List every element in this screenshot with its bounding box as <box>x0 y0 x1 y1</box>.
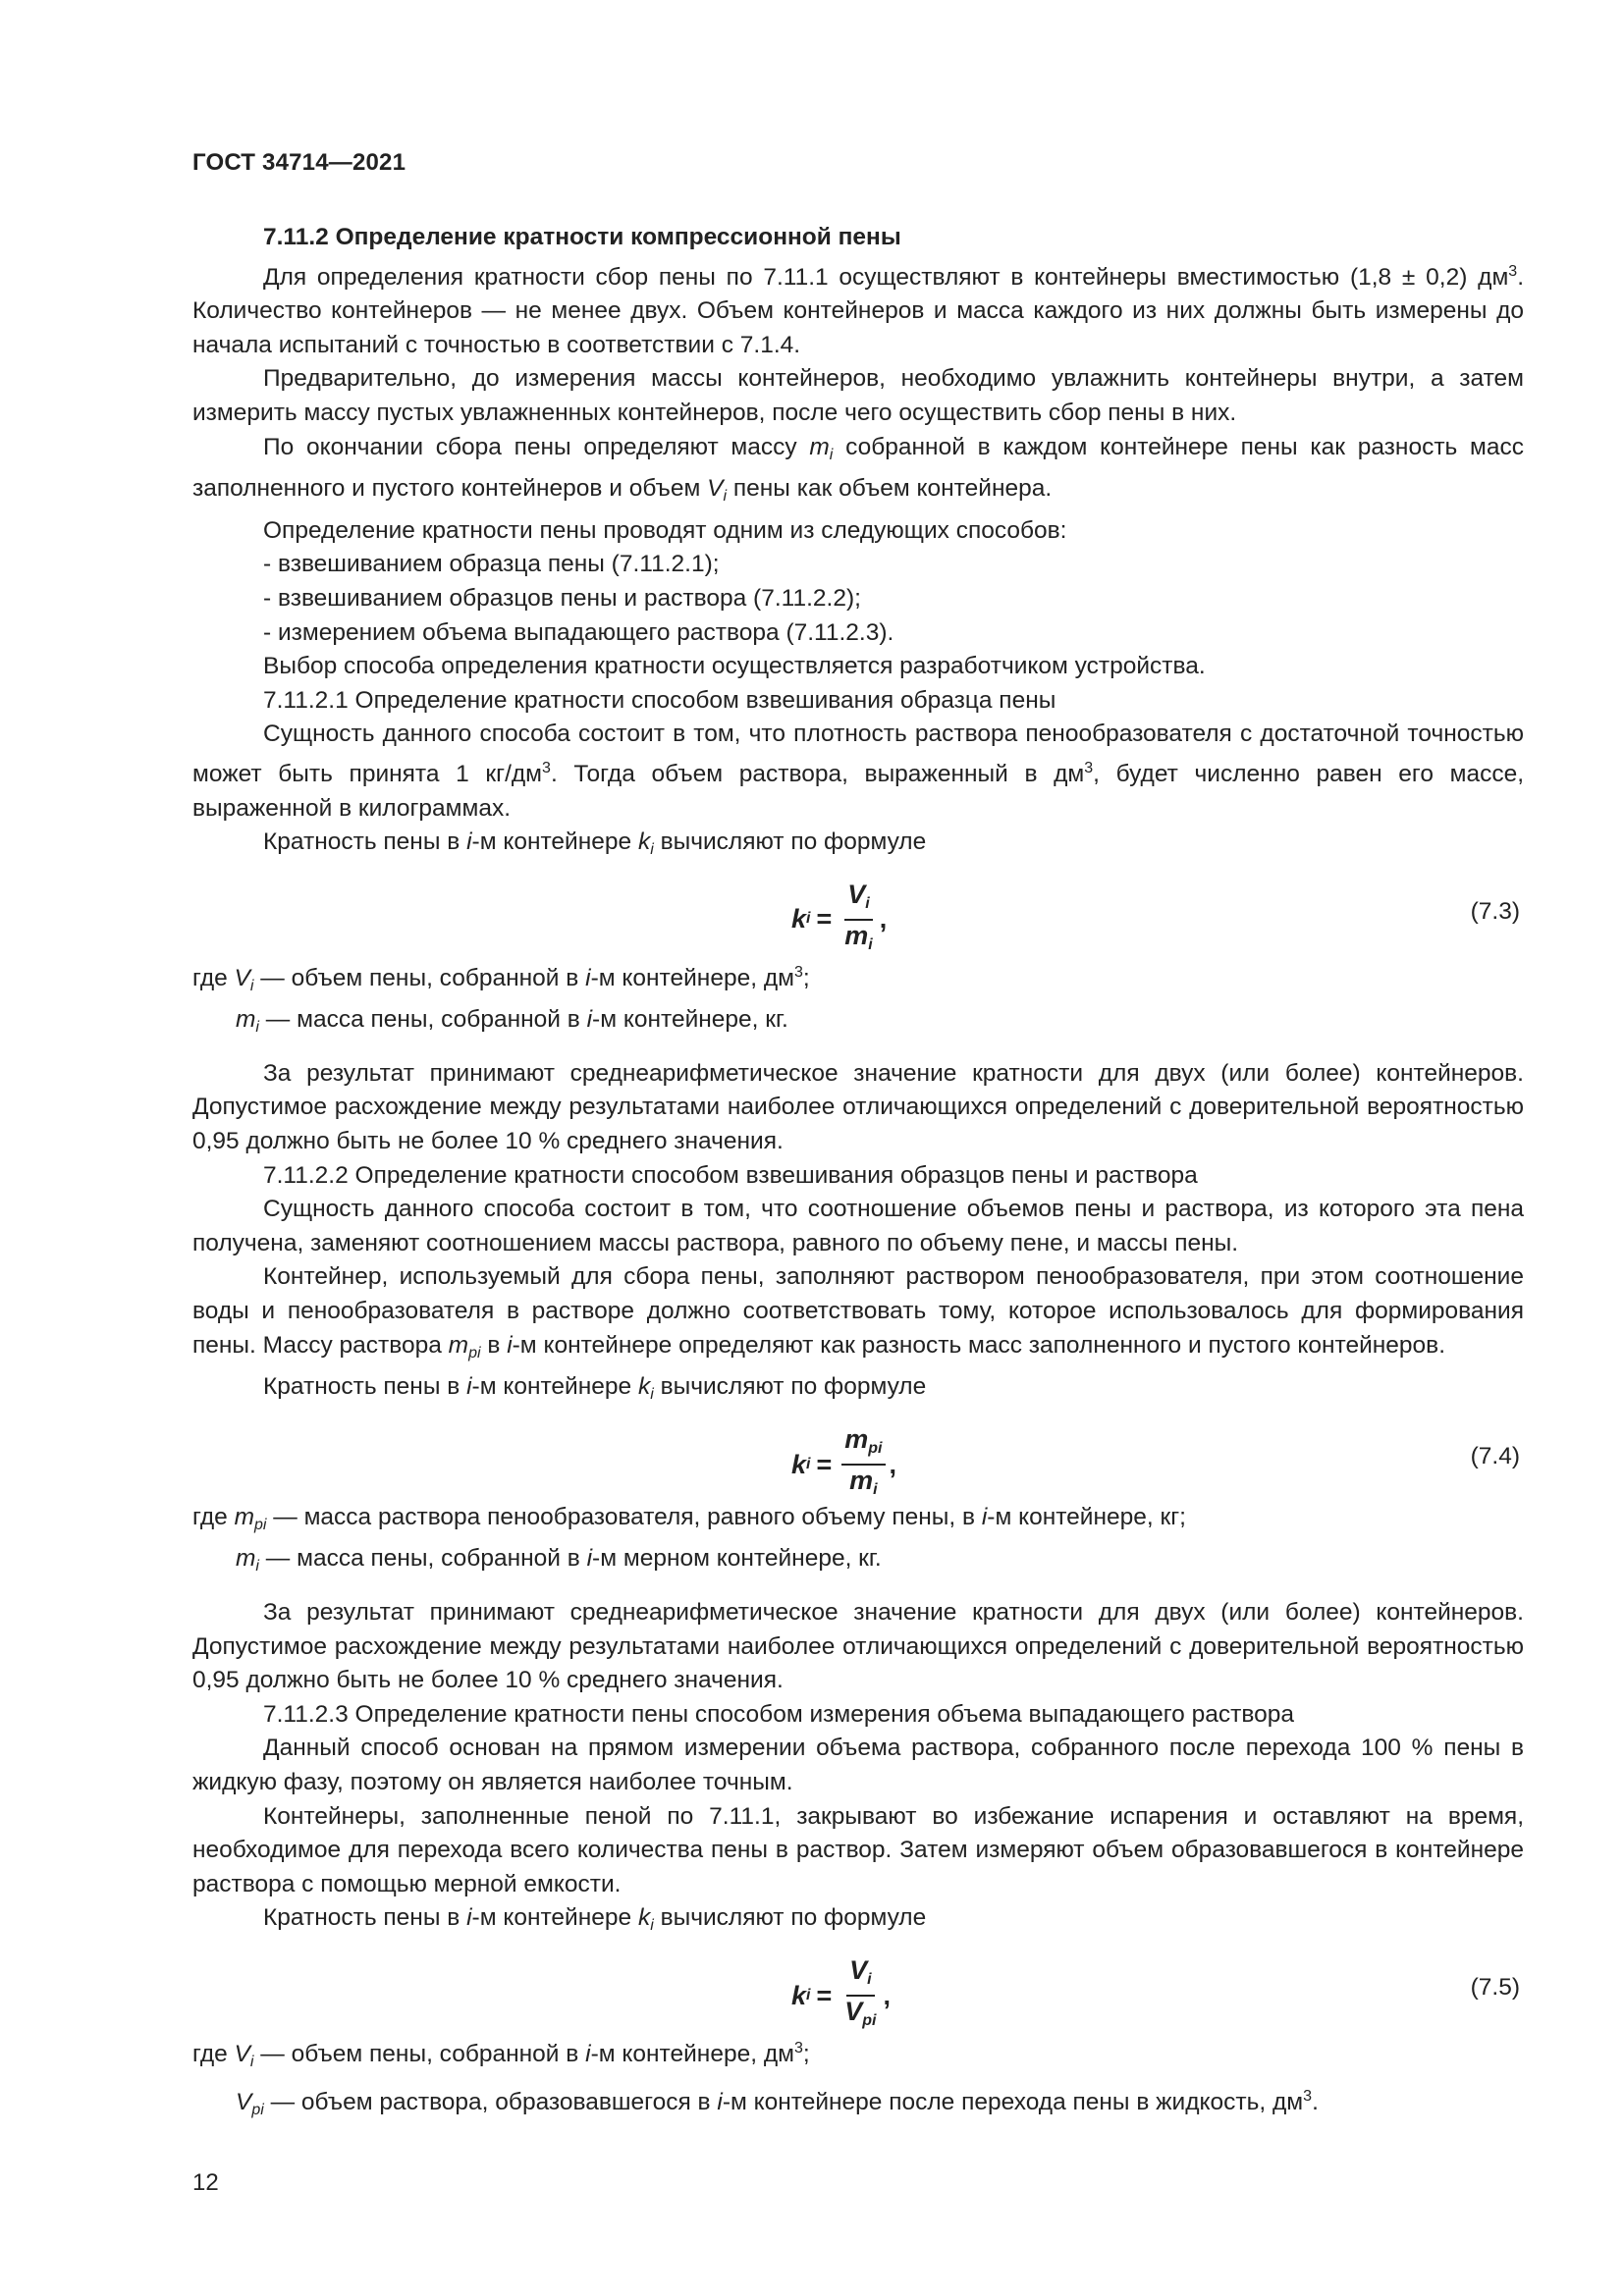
definition-line: $m_i$ — масса пены, собранной в i-м мерном контейнере, кг. <box>236 1545 882 1575</box>
formula-number: (7.3) <box>1470 897 1520 925</box>
definition-line: $V_{pi}$ — объем раствора, образовавшегося в i-м контейнере после перехода пены в жидкость, $дм^3$. <box>236 2087 1319 2118</box>
paragraph: Контейнеры, заполненные пеной по 7.11.1, закрывают во избежание испарения и оставляют на время, необходимое для перехода всего количества пены в раствор. Затем измеряют объем образовавшегося в контейнере раствора с помощью мерной емкости. <box>192 1802 1524 1897</box>
list-item: - измерением объема выпадающего раствора (7.11.2.3). <box>263 618 894 646</box>
paragraph: Данный способ основан на прямом измерении объема раствора, собранного после перехода 100 % пены в жидкую фазу, поэтому он является наиболее точным. <box>192 1735 1524 1795</box>
formula-7-3: k i = $\frac{V_i}{m_i}$ , (7.3) <box>791 879 1520 953</box>
paragraph: Для определения кратности сбор пены по 7.11.1 осуществляют в контейнеры вместимостью (1,8 ± 0,2) $дм^3$. Количество контейнеров — не менее двух. Объем контейнеров и масса каждого из них должны быть измерены до начала испытаний с точностью в соответствии с 7.1.4. <box>192 262 1524 358</box>
subsection-title: 7.11.2.2 Определение кратности способом взвешивания образцов пены и раствора <box>263 1161 1198 1189</box>
definition-line: $m_i$ — масса пены, собранной в i-м контейнере, кг. <box>236 1006 788 1037</box>
paragraph: Определение кратности пены проводят одним из следующих способов: <box>263 516 1067 544</box>
formula-intro: Кратность пены в i-м контейнере $k_i$ вычисляют по формуле <box>263 1373 927 1404</box>
paragraph: Контейнер, используемый для сбора пены, заполняют раствором пенообразователя, при этом соотношение воды и пенообразователя в растворе должно соответствовать тому, которое использовалось для формирования пены. Массу раствора $m_{pi}$ в i-м контейнере определяют как разность масс заполненного и пустого контейнеров. <box>192 1263 1524 1362</box>
paragraph: За результат принимают среднеарифметическое значение кратности для двух (или более) контейнеров. Допустимое расхождение между результатами наиболее отличающихся определений с доверительной вероятностью 0,95 должно быть не более 10 % среднего значения. <box>192 1059 1524 1155</box>
page-number: 12 <box>192 2169 219 2196</box>
definition-line: где $V_i$ — объем пены, собранной в i-м контейнере, $дм^3$; <box>192 2039 810 2070</box>
list-item: - взвешиванием образцов пены и раствора (7.11.2.2); <box>263 584 861 612</box>
formula-7-5: k i = $\frac{V_i}{V_{pi}}$ , (7.5) <box>791 1954 1520 2029</box>
document-header: ГОСТ 34714—2021 <box>192 149 406 176</box>
subsection-title: 7.11.2.1 Определение кратности способом взвешивания образца пены <box>263 686 1056 714</box>
document-body <box>192 221 1524 2127</box>
definition-line: где $m_{pi}$ — масса раствора пенообразователя, равного объему пены, в i-м контейнере, кг; <box>192 1503 1186 1533</box>
paragraph: Выбор способа определения кратности осуществляется разработчиком устройства. <box>263 653 1206 680</box>
paragraph: По окончании сбора пены определяют массу $m_i$ собранной в каждом контейнере пены как разность масс заполненного и пустого контейнеров и объем $V_i$ пены как объем контейнера. <box>192 433 1524 506</box>
paragraph: Сущность данного способа состоит в том, что плотность раствора пенообразователя с достаточной точностью может быть принята 1 $кг/дм^3$. Тогда объем раствора, выраженный в $дм^3$, будет численно равен его массе, выраженной в килограммах. <box>192 721 1524 822</box>
section-heading: 7.11.2 Определение кратности компрессионной пены <box>263 224 901 250</box>
paragraph: За результат принимают среднеарифметическое значение кратности для двух (или более) контейнеров. Допустимое расхождение между результатами наиболее отличающихся определений с доверительной вероятностью 0,95 должно быть не более 10 % среднего значения. <box>192 1599 1524 1694</box>
formula-7-4: k i = $\frac{m_{pi}}{m_i}$ , (7.4) <box>791 1423 1520 1498</box>
paragraph: Предварительно, до измерения массы контейнеров, необходимо увлажнить контейнеры внутри, а затем измерить массу пустых увлажненных контейнеров, после чего осуществить сбор пены в них. <box>192 365 1524 426</box>
paragraph: Сущность данного способа состоит в том, что соотношение объемов пены и раствора, из которого эта пена получена, заменяют соотношением массы раствора, равного по объему пене, и массы пены. <box>192 1196 1524 1256</box>
formula-number: (7.5) <box>1470 1973 1520 2001</box>
list-item: - взвешиванием образца пены (7.11.2.1); <box>263 551 720 578</box>
formula-intro: Кратность пены в i-м контейнере $k_i$ вычисляют по формуле <box>263 828 927 859</box>
formula-number: (7.4) <box>1470 1442 1520 1469</box>
subsection-title: 7.11.2.3 Определение кратности пены способом измерения объема выпадающего раствора <box>263 1700 1294 1728</box>
definition-line: где $V_i$ — объем пены, собранной в i-м контейнере, $дм^3$; <box>192 963 810 994</box>
formula-intro: Кратность пены в i-м контейнере $k_i$ вычисляют по формуле <box>263 1904 927 1935</box>
